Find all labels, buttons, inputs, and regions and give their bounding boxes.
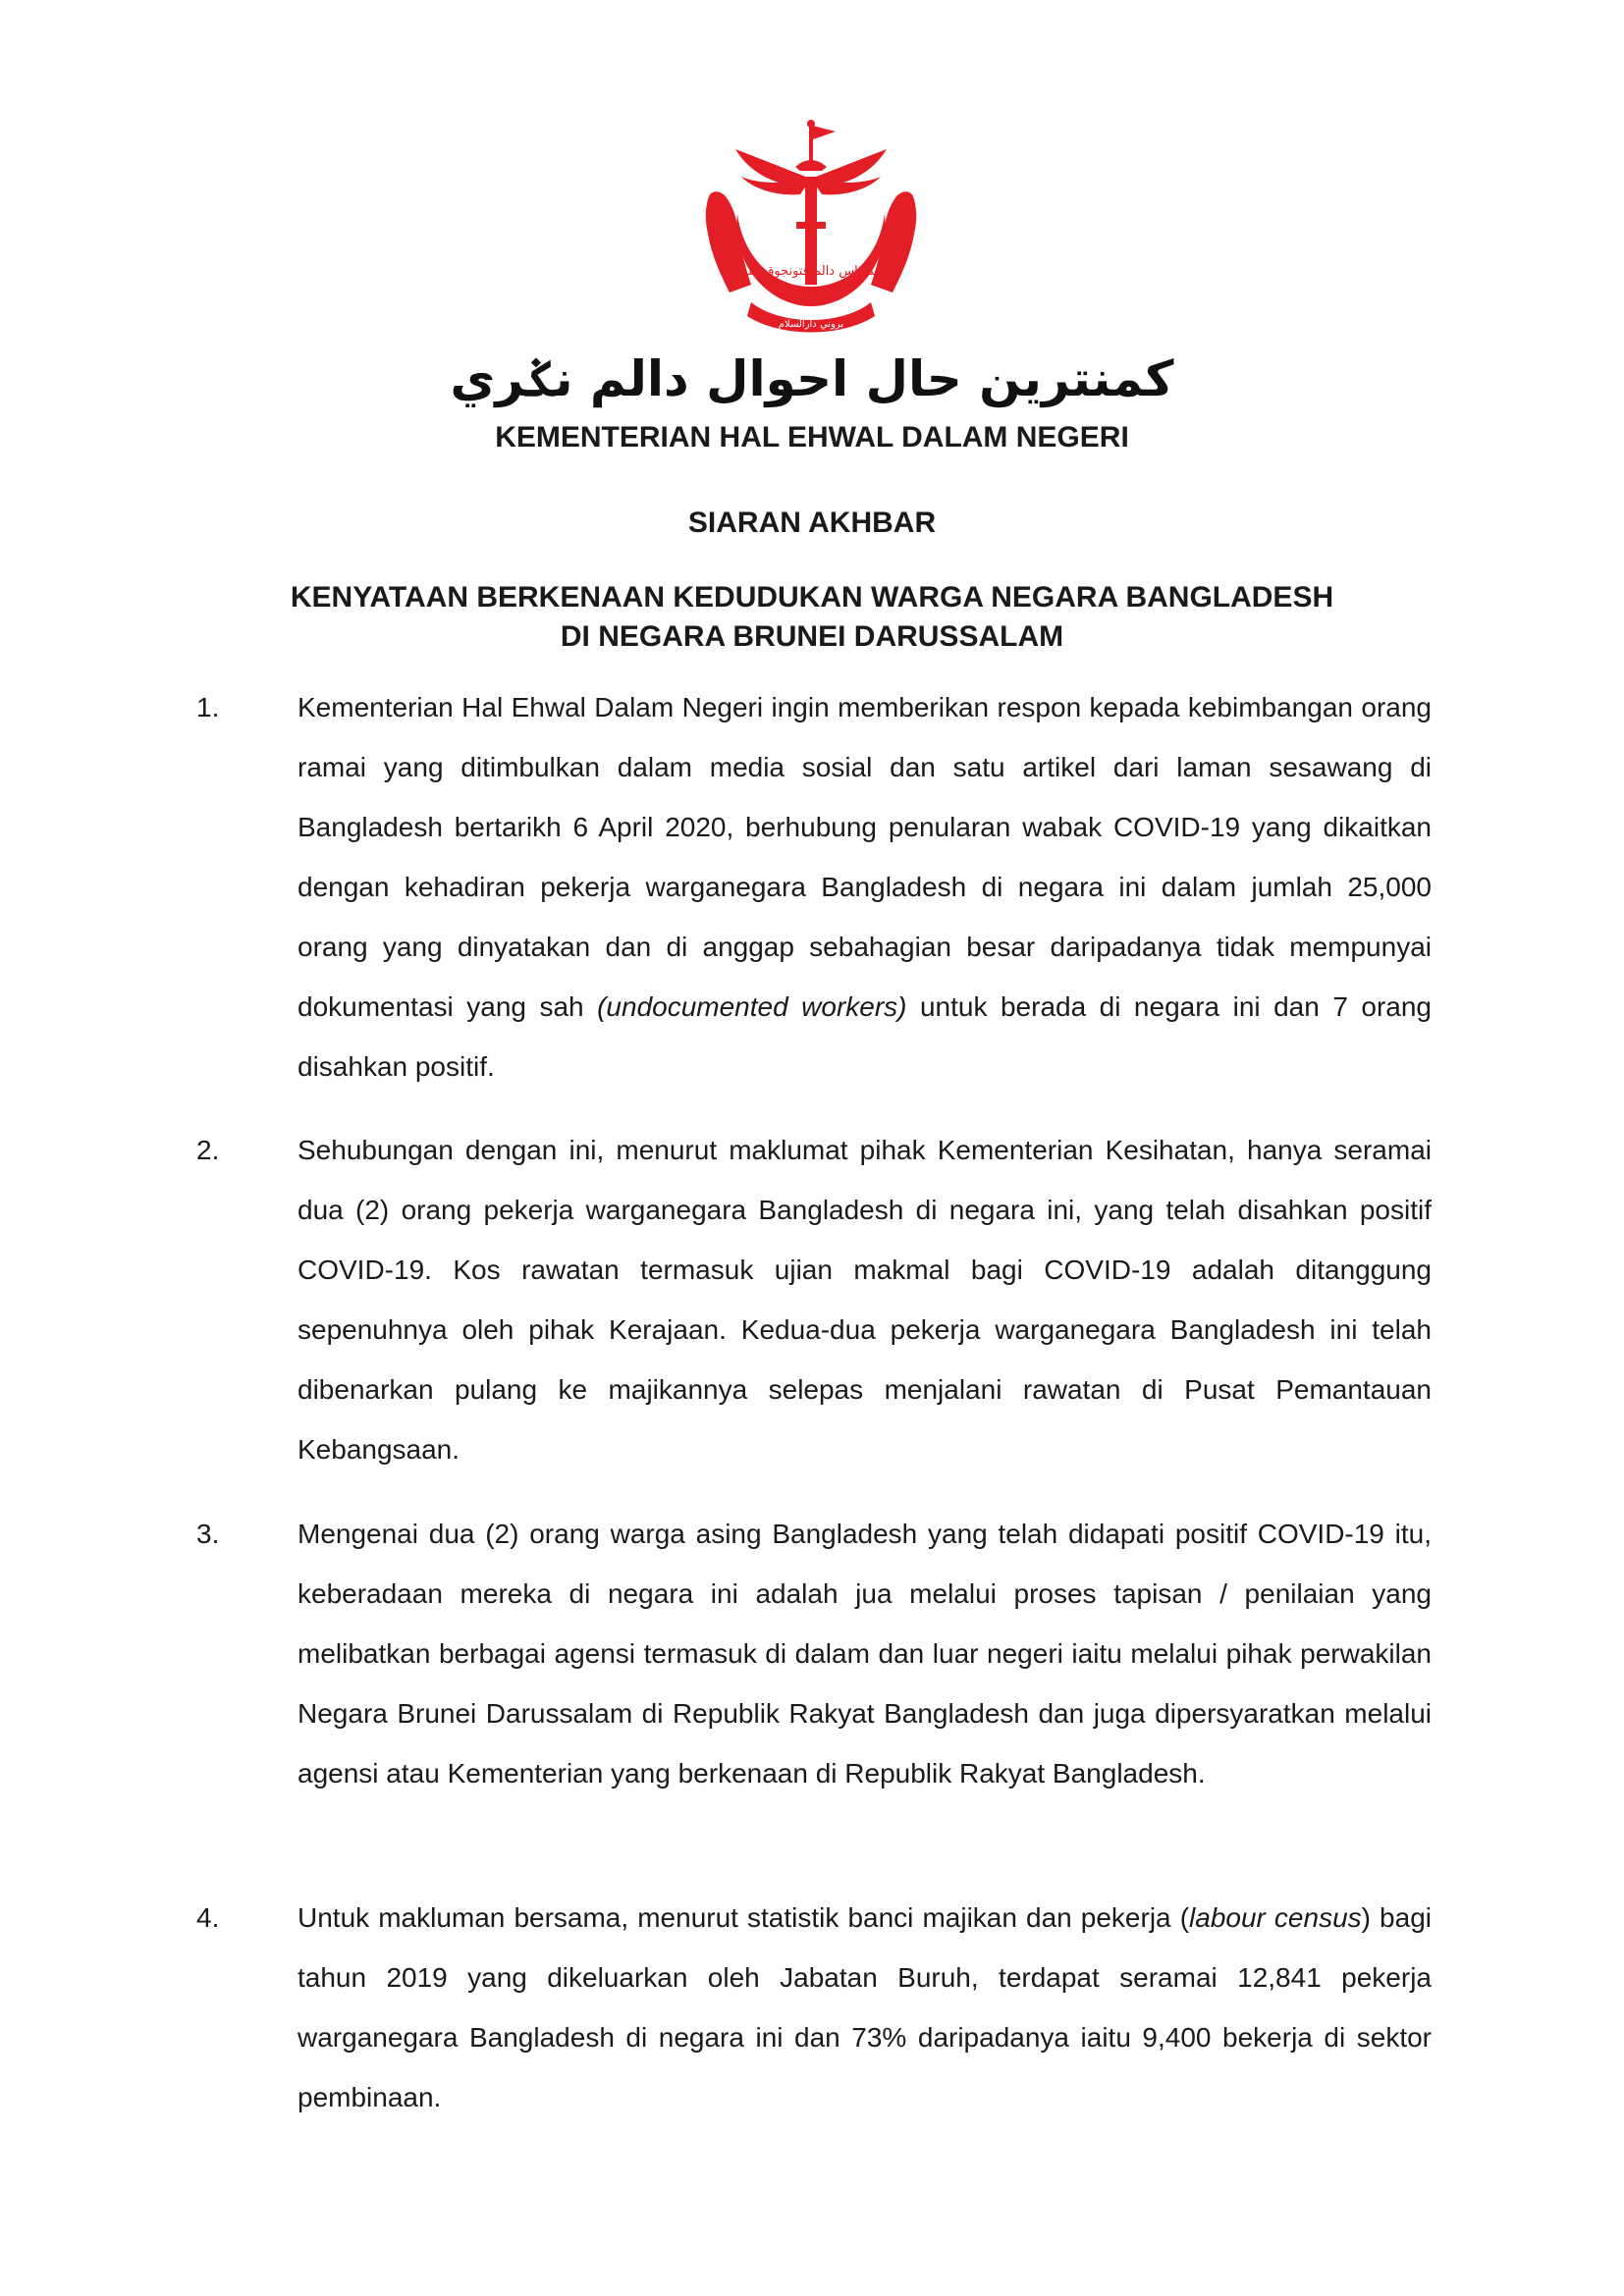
ministry-name-jawi: كمنترين حال احوال دالم نݢري bbox=[450, 350, 1174, 407]
paragraph-number: 3. bbox=[196, 1519, 220, 1549]
paragraph-number: 1. bbox=[196, 692, 220, 722]
svg-text:بروني دارالسلام: بروني دارالسلام bbox=[778, 319, 844, 330]
ministry-name: KEMENTERIAN HAL EHWAL DALAM NEGERI bbox=[495, 421, 1129, 454]
paragraph-text: Sehubungan dengan ini, menurut maklumat pihak Kementerian Kesihatan, hanya seramai dua (2) orang pekerja warganegara Bangladesh di negara ini, yang telah disahkan positif COVID-19. Kos rawatan termasuk ujian makmal bagi COVID-19 adalah ditanggung sepenuhnya oleh pihak Kerajaan. Kedua-dua pekerja warganegara Bangladesh ini telah dibenarkan pulang ke majikannya selepas menjalani rawatan di Pusat Pemantauan Kebangsaan. bbox=[298, 1135, 1432, 1465]
svg-text:سنتياس دالم ڤتونجوق الله: سنتياس دالم ڤتونجوق الله bbox=[741, 264, 881, 279]
paragraph-number: 2. bbox=[196, 1135, 220, 1165]
paragraph-text: Mengenai dua (2) orang warga asing Bangladesh yang telah didapati positif COVID-19 itu, keberadaan mereka di negara ini adalah jua melalui proses tapisan / penilaian yang melibatkan berbagai agensi termasuk di dalam dan luar negeri iaitu melalui pihak perwakilan Negara Brunei Darussalam di Republik Rakyat Bangladesh dan juga dipersyaratkan melalui agensi atau Kementerian yang berkenaan di Republik Rakyat Bangladesh. bbox=[298, 1519, 1432, 1789]
paragraph-text: Kementerian Hal Ehwal Dalam Negeri ingin memberikan respon kepada kebimbangan orang ramai yang ditimbulkan dalam media sosial dan satu artikel dari laman sesawang di Bangladesh bertarikh 6 April 2020, berhubung penularan wabak COVID-19 yang dikaitkan dengan kehadiran pekerja warganegara Bangladesh di negara ini dalam jumlah 25,000 orang yang dinyatakan dan di anggap sebahagian besar daripadanya tidak mempunyai dokumentasi yang sah (undocumented workers) untuk berada di negara ini dan 7 orang disahkan positif. bbox=[298, 692, 1432, 1082]
document-title bbox=[0, 578, 1624, 657]
paragraph-text: Untuk makluman bersama, menurut statistik banci majikan dan pekerja (labour census) bagi tahun 2019 yang dikeluarkan oleh Jabatan Buruh, terdapat seramai 12,841 pekerja warganegara Bangladesh di negara ini dan 73% daripadanya iaitu 9,400 bekerja di sektor pembinaan. bbox=[298, 1902, 1432, 2112]
title-line-1: KENYATAAN BERKENAAN KEDUDUKAN WARGA NEGARA BANGLADESH bbox=[290, 581, 1334, 614]
paragraph-number: 4. bbox=[196, 1902, 220, 1933]
brunei-national-crest-icon bbox=[692, 120, 930, 334]
document-type: SIARAN AKHBAR bbox=[687, 507, 937, 539]
title-line-2: DI NEGARA BRUNEI DARUSSALAM bbox=[560, 620, 1064, 653]
